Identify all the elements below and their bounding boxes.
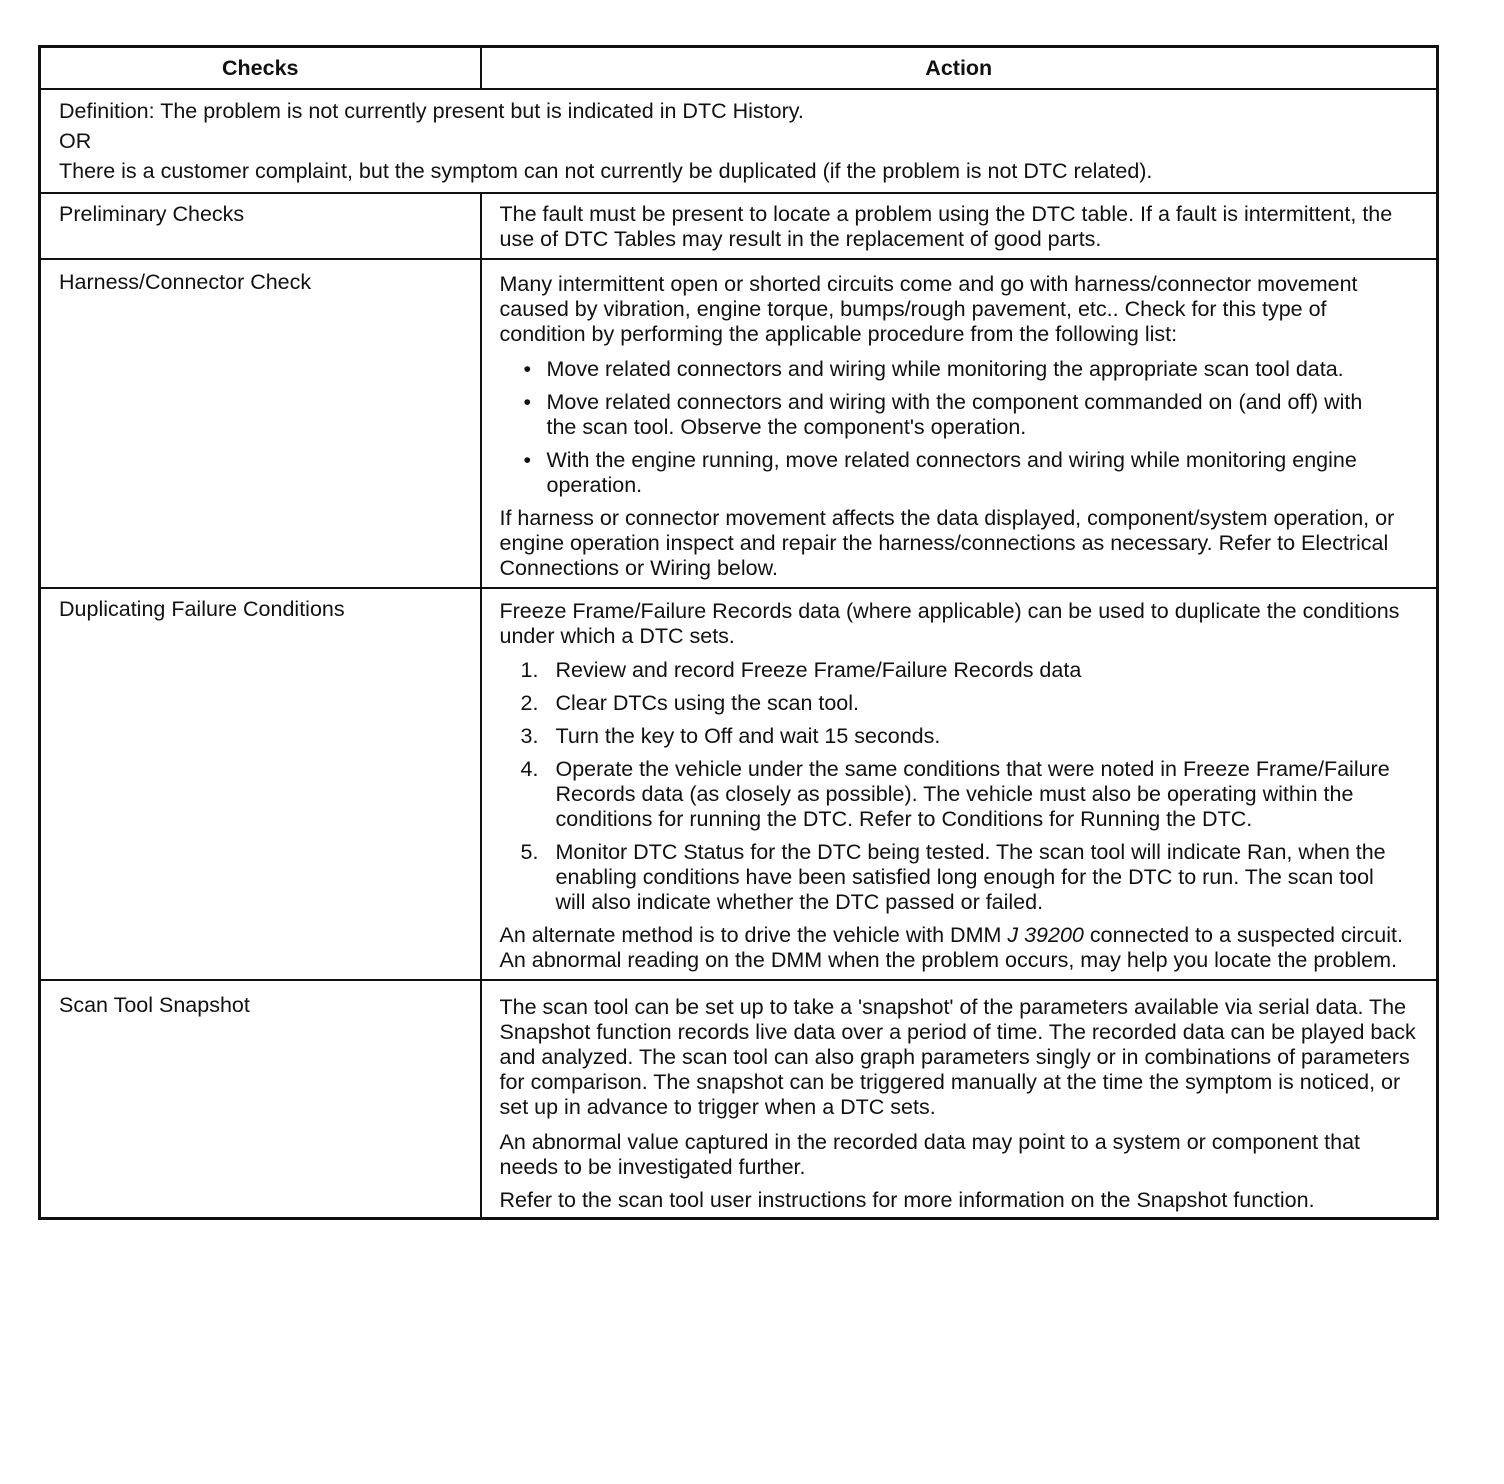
scan-tool-snapshot-action: [481, 980, 1438, 1219]
step-text: Monitor DTC Status for the DTC being tested. The scan tool will indicate Ran, when the enabling conditions have been satisfied long enough for the DTC to run. The scan tool will also indicate whether the DTC passed or failed.: [555, 840, 1386, 914]
definition-alt-text: There is a customer complaint, but the symptom can not currently be duplicated (if the problem is not DTC related).: [59, 159, 1153, 183]
outro-before-text: An alternate method is to drive the vehicle with DMM: [499, 923, 1008, 947]
list-item: [500, 691, 1417, 716]
harness-connector-action: [481, 259, 1438, 588]
step-text: Review and record Freeze Frame/Failure Records data: [555, 658, 1082, 682]
duplicating-step-list: [500, 658, 1417, 915]
step-number: 5.: [520, 840, 539, 864]
list-item: [500, 840, 1417, 915]
list-item-text: Move related connectors and wiring while monitoring the appropriate scan tool data.: [546, 357, 1344, 381]
step-text: Clear DTCs using the scan tool.: [555, 691, 860, 715]
duplicating-failure-label: Duplicating Failure Conditions: [40, 588, 481, 980]
outro-after-text: connected to a suspected circuit. An abnormal reading on the DMM when the problem occurs, may help you locate the problem.: [499, 923, 1403, 972]
snapshot-para-2: An abnormal value captured in the recorded data may point to a system or component that needs to be investigated further.: [499, 1130, 1360, 1179]
list-item: [500, 390, 1417, 440]
list-item: [500, 448, 1417, 498]
harness-connector-row: [40, 259, 1438, 588]
bullet-marker: •: [523, 390, 532, 414]
duplicating-failure-row: [40, 588, 1438, 980]
step-number: 3.: [520, 724, 539, 748]
checks-column-header: Checks: [40, 47, 481, 90]
preliminary-checks-label: Preliminary Checks: [40, 193, 481, 259]
definition-or: OR: [59, 129, 92, 153]
harness-connector-label: Harness/Connector Check: [40, 259, 481, 588]
step-text: Turn the key to Off and wait 15 seconds.: [555, 724, 941, 748]
step-number: 4.: [520, 757, 539, 781]
action-column-header: Action: [481, 47, 1438, 90]
definition-row: [40, 89, 1438, 193]
scan-tool-snapshot-row: [40, 980, 1438, 1219]
list-item: [500, 658, 1417, 683]
scan-tool-snapshot-label: Scan Tool Snapshot: [40, 980, 481, 1219]
step-number: 1.: [520, 658, 539, 682]
list-item-text: Move related connectors and wiring with the component commanded on (and off) with the scan tool. Observe the component's operation.: [546, 390, 1363, 439]
tool-number: J 39200: [1007, 923, 1084, 947]
duplicating-failure-action: [481, 588, 1438, 980]
harness-bullet-list: [500, 357, 1417, 498]
header-row: [40, 47, 1438, 90]
intermittent-conditions-table: [38, 45, 1439, 1220]
snapshot-para-1: The scan tool can be set up to take a 'snapshot' of the parameters available via serial data. The Snapshot function records live data over a period of time. The recorded data can be played back and analyzed. The scan tool can also graph parameters singly or in combinations of parameters for comparison. The snapshot can be triggered manually at the time the symptom is noticed, or set up in advance to trigger when a DTC sets.: [499, 995, 1416, 1119]
duplicating-intro-text: Freeze Frame/Failure Records data (where applicable) can be used to duplicate the conditions under which a DTC sets.: [499, 599, 1400, 648]
list-item: [500, 757, 1417, 832]
list-item: [500, 357, 1417, 382]
step-text: Operate the vehicle under the same conditions that were noted in Freeze Frame/Failure Records data (as closely as possible). The vehicle must also be operating within the conditions for running the DTC. Refer to Conditions for Running the DTC.: [555, 757, 1390, 831]
document-page: [38, 45, 1436, 1220]
definition-cell: [40, 89, 1438, 193]
bullet-marker: •: [523, 357, 532, 381]
list-item-text: With the engine running, move related connectors and wiring while monitoring engine operation.: [546, 448, 1357, 497]
harness-outro-text: If harness or connector movement affects the data displayed, component/system operation, or engine operation inspect and repair the harness/connections as necessary. Refer to Electrical Connections or Wiring below.: [499, 506, 1395, 580]
definition-text: Definition: The problem is not currently present but is indicated in DTC History.: [59, 99, 804, 123]
step-number: 2.: [520, 691, 539, 715]
snapshot-para-3: Refer to the scan tool user instructions for more information on the Snapshot function.: [499, 1188, 1315, 1212]
list-item: [500, 724, 1417, 749]
preliminary-checks-row: [40, 193, 1438, 259]
preliminary-checks-text: The fault must be present to locate a problem using the DTC table. If a fault is intermittent, the use of DTC Tables may result in the replacement of good parts.: [499, 202, 1393, 251]
duplicating-outro-text: [500, 923, 1417, 973]
bullet-marker: •: [523, 448, 532, 472]
harness-intro-text: Many intermittent open or shorted circuits come and go with harness/connector movement caused by vibration, engine torque, bumps/rough pavement, etc.. Check for this type of condition by performing the applicable procedure from the following list:: [499, 272, 1358, 346]
preliminary-checks-action: [481, 193, 1438, 259]
